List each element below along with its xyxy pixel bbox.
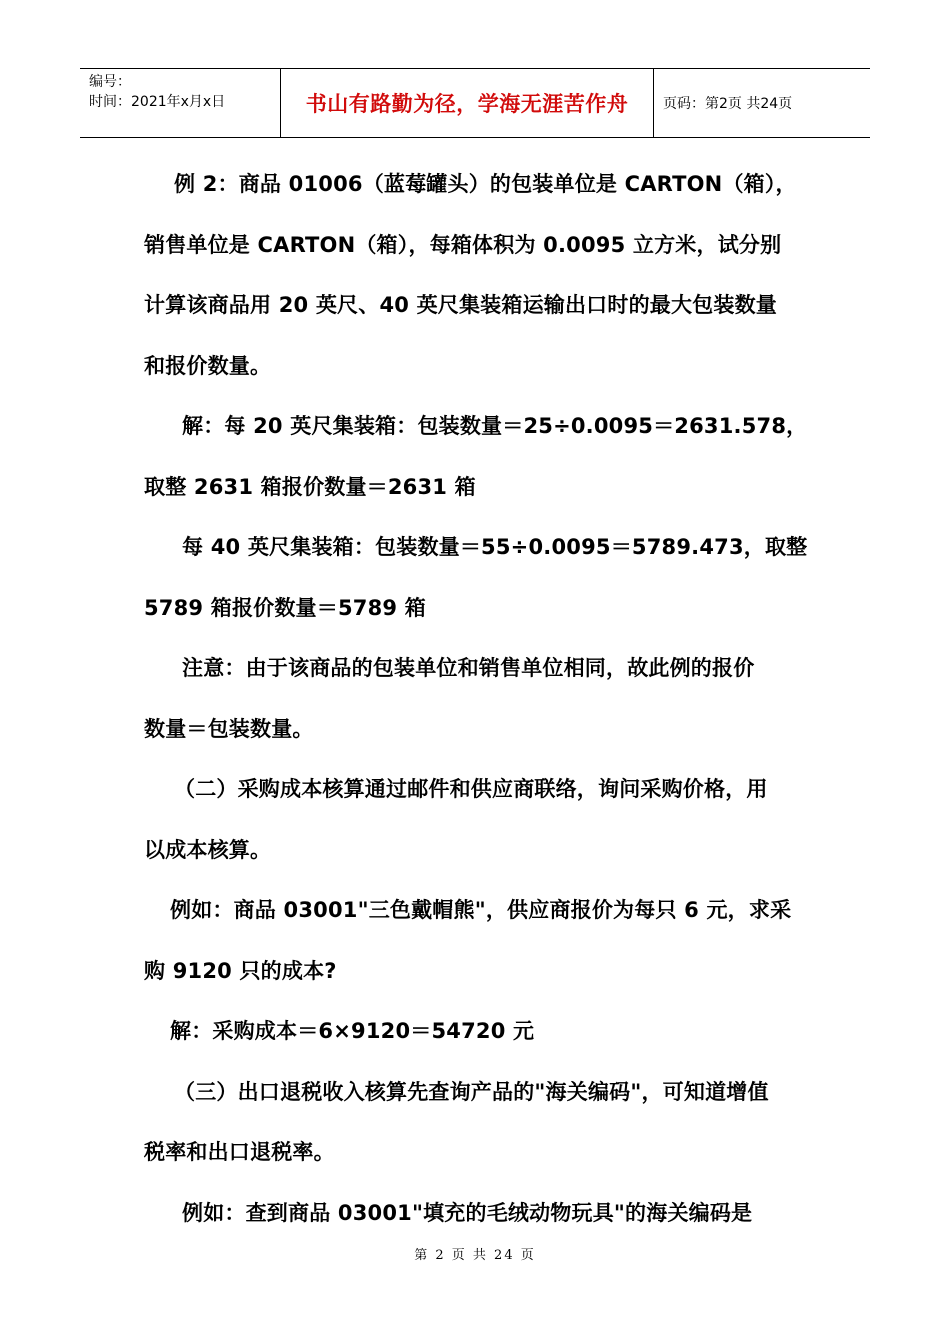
header-meta [80,69,281,137]
document-number: 编号： [89,74,131,90]
header-motto: 书山有路勤为径，学海无涯苦作舟 [281,69,654,137]
body-line: 计算该商品用 20 英尺、40 英尺集装箱运输出口时的最大包装数量 [144,293,777,317]
body-line: 取整 2631 箱报价数量＝2631 箱 [144,474,476,499]
body-line: 每 40 英尺集装箱：包装数量＝55÷0.0095＝5789.473，取整 [182,535,808,559]
document-date: 时间：2021年x月x日 [89,94,226,110]
body-line: 例如：商品 03001"三色戴帽熊"，供应商报价为每只 6 元，求采 [170,898,792,922]
body-line: 解：每 20 英尺集装箱：包装数量＝25÷0.0095＝2631.578， [182,414,808,438]
body-line: 销售单位是 CARTON（箱），每箱体积为 0.0095 立方米，试分别 [144,232,782,257]
body-line: 解：采购成本＝6×9120＝54720 元 [170,1019,535,1043]
body-line: （二）采购成本核算通过邮件和供应商联络，询问采购价格，用 [174,777,768,801]
body-line: 例如：查到商品 03001"填充的毛绒动物玩具"的海关编码是 [182,1200,753,1225]
page-header [80,68,870,138]
body-line: 购 9120 只的成本? [144,958,337,983]
body-line: （三）出口退税收入核算先查询产品的"海关编码"，可知道增值 [174,1079,769,1104]
body-line: 税率和出口退税率。 [144,1140,335,1164]
body-line: 注意：由于该商品的包装单位和销售单位相同，故此例的报价 [182,656,755,680]
page-footer: 第 2 页 共 24 页 [414,1248,536,1263]
header-page-number: 页码：第2页 共24页 [663,96,793,112]
body-line: 例 2：商品 01006（蓝莓罐头）的包装单位是 CARTON（箱）， [174,172,797,196]
body-line: 以成本核算。 [144,837,272,862]
body-line: 和报价数量。 [144,353,272,378]
document-body [144,160,824,1249]
body-line: 数量＝包装数量。 [144,716,314,741]
body-line: 5789 箱报价数量＝5789 箱 [144,595,426,620]
